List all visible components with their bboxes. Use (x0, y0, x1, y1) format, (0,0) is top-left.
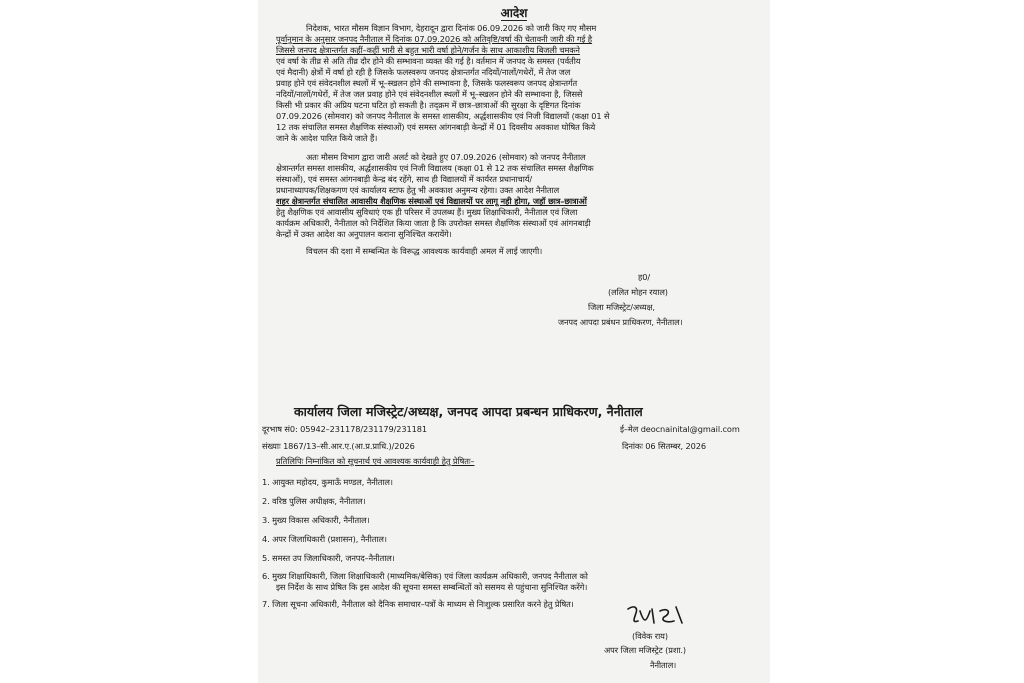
para1-line-4: एवं वर्षा के तीव्र से अति तीव्र दौर होने की सम्भावना व्यक्त की गई है। वर्तमान में जनपद के समस्त (पर्वतीय (276, 56, 581, 66)
signatory2-designation: अपर जिला मजिस्ट्रेट (प्रशा.) (604, 645, 686, 655)
para1-line-11: जाने के आदेश पारित किये जाते हैं। (276, 133, 378, 143)
para2-line-8: केन्द्रों में उक्त आदेश का अनुपालन कराना सुनिश्चित करायेंगे। (276, 229, 452, 239)
phone-number: 05942–231178/231179/231181 (300, 424, 427, 434)
office-header: कार्यालय जिला मजिस्ट्रेट/अध्यक्ष, जनपद आपदा प्रबन्धन प्राधिकरण, नैनीताल (294, 404, 643, 419)
para2-line-2: क्षेत्रान्तर्गत समस्त शासकीय, अर्द्धशासकीय एवं निजी विद्यालय (कक्षा 01 से 12 तक संचालित समस्त शैक्षणिक (276, 163, 594, 173)
order-document (258, 0, 770, 683)
reference-number: 1867/13–सी.आर.ए.(आ.प्र.प्राधि.)/2026 (283, 441, 415, 451)
list-item: 6. मुख्य शिक्षाधिकारी, जिला शिक्षाधिकारी (माध्यमिक/बेसिक) एवं जिला कार्यक्रम अधिकारी, जनपद नैनीताल को (262, 571, 588, 581)
para1-line-5: एवं मैदानी) क्षेत्रों में वर्षा हो रही है जिसके फलस्वरूप जनपद क्षेत्रान्तर्गत नदियों/नालों/गधेरों, में तेज जल (276, 67, 571, 77)
date-line (622, 441, 706, 452)
para2-line-4: प्रधानाध्यापक/शिक्षकगण एवं कार्यालय स्टाफ हेतु भी अवकाश अनुमन्य रहेगा। उक्त आदेश नैनीताल (276, 185, 560, 195)
list-item: 2. वरिष्ठ पुलिस अधीक्षक, नैनीताल। (262, 496, 366, 506)
reference-label: संख्याः (262, 441, 281, 451)
phone-label: दूरभाष सं0: (262, 424, 298, 434)
para2-line-6: हेतु शैक्षणिक एवं आवासीय सुविधाएं एक ही परिसर में उपलब्ध हैं। मुख्य शिक्षाधिकारी, नैनीताल एवं जिला (276, 207, 578, 217)
para2-line-7: कार्यक्रम अधिकारी, नैनीताल को निर्देशित किया जाता है कि उपरोक्त समस्त शैक्षणिक संस्थाओं एवं आंगनबाड़ी (276, 218, 591, 228)
list-item: 4. अपर जिलाधिकारी (प्रशासन), नैनीताल। (262, 534, 387, 544)
para2-line-1: अतः मौसम विभाग द्वारा जारी अलर्ट को देखते हुए 07.09.2026 (सोमवार) को जनपद नैनीताल (306, 152, 586, 162)
signatory1-designation: जिला मजिस्ट्रेट/अध्यक्ष, (588, 302, 655, 312)
copy-heading: प्रतिलिपिः निम्नांकित को सूचनार्थ एवं आवश्यक कार्यवाही हेतु प्रेषितः– (276, 456, 475, 466)
list-item: 1. आयुक्त महोदय, कुमाऊँ मण्डल, नैनीताल। (262, 477, 393, 487)
para3-text: विचलन की दशा में सम्बन्धित के विरूद्ध आवश्यक कार्यवाही अमल में लाई जाएगी। (306, 246, 543, 256)
signature-image (624, 603, 694, 629)
para1-line-1: निदेशक, भारत मौसम विज्ञान विभाग, देहरादून द्वारा दिनांक 06.09.2026 को जारी किए गए मौसम (306, 23, 597, 33)
signatory1-ha: ह0/ (638, 272, 651, 282)
para1-line-2: पूर्वानुमान के अनुसार जनपद नैनीताल में दिनांक 07.09.2026 को अतिवृष्टि/वर्षा की चेतावनी जारी की गई है (276, 34, 593, 44)
para2-line-3: संस्थाओं), एवं समस्त आंगनबाड़ी केन्द्र बंद रहेंगे, साथ ही विद्यालयों में कार्यरत प्रधानाचार्य/ (276, 174, 533, 184)
para1-line-7: नदियों/नालों/गधेरों, में तेज जल प्रवाह होने एवं संवेदनशील स्थलों में भू–स्खलन होने की सम्भावना है, जिससे (276, 89, 583, 99)
email-line (620, 424, 740, 435)
email-label: ई–मेल (620, 424, 639, 434)
phone-line (262, 424, 427, 435)
signatory2-name: (विवेक राय) (632, 631, 668, 641)
date-label: दिनांकः (622, 441, 643, 451)
email-address: deocnainital@gmail.com (640, 424, 740, 434)
list-item-continuation: इस निर्देश के साथ प्रेषित कि इस आदेश की सूचना समस्त सम्बन्धितों को ससमय से पहुंचाना सुनिश्चित करेंगे। (276, 582, 588, 592)
reference-line (262, 441, 415, 452)
para1-line-8: किसी भी प्रकार की अप्रिय घटना घटित हो सकती है। तद्क्रम में छात्र–छात्राओं की सुरक्षा के दृष्टिगत दिनांक (276, 100, 581, 110)
para1-line-9: 07.09.2026 (सोमवार) को जनपद नैनीताल के समस्त शासकीय, अर्द्धशासकीय एवं निजी विद्यालयों (कक्षा 01 से (276, 111, 610, 121)
list-item: 5. समस्त उप जिलाधिकारी, जनपद–नैनीताल। (262, 553, 395, 563)
signatory1-office: जनपद आपदा प्रबंधन प्राधिकरण, नैनीताल। (558, 317, 683, 327)
list-item: 7. जिला सूचना अधिकारी, नैनीताल को दैनिक समाचार–पत्रों के माध्यम से निःशुल्क प्रसारित करने हेतु प्रेषित। (262, 599, 574, 609)
para1-line-3: जिससे जनपद क्षेत्रान्तर्गत कहीं–कहीं भारी से बहुत भारी वर्षा होने/गर्जन के साथ आकाशीय बिजली चमकने (276, 45, 580, 55)
list-item: 3. मुख्य विकास अधिकारी, नैनीताल। (262, 515, 370, 525)
signatory2-place: नैनीताल। (650, 660, 677, 670)
para1-line-6: प्रवाह होने एवं संवेदनशील स्थलों में भू–स्खलन होने की सम्भावना है, जिसके फलस्वरूप जनपद क्षेत्रान्तर्गत (276, 78, 578, 88)
signatory1-name: (ललित मोहन रयाल) (608, 287, 668, 297)
date-value: 06 सितम्बर, 2026 (645, 441, 706, 451)
para1-line-10: 12 तक संचालित समस्त शैक्षणिक संस्थाओं) एवं समस्त आंगनबाड़ी केन्द्रों में 01 दिवसीय अवकाश घोषित किये (276, 122, 596, 132)
order-title: आदेश (500, 6, 528, 20)
para2-line-5: शहर क्षेत्रान्तर्गत संचालित आवासीय शैक्षणिक संस्थाओं एवं विद्यालयों पर लागू नही होगा, जहॉ छात्र–छात्राओं (276, 196, 587, 206)
